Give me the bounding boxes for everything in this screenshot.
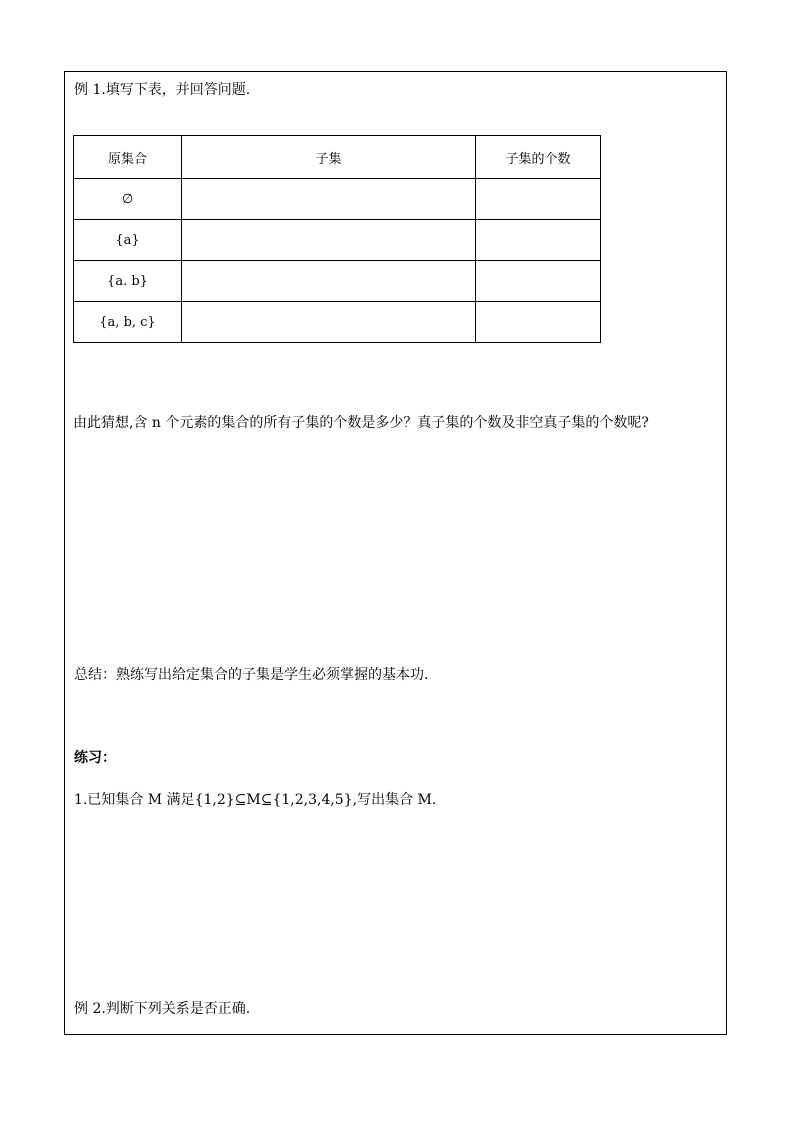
count-cell[interactable] bbox=[476, 179, 601, 220]
set-cell: {a. b} bbox=[74, 261, 182, 302]
practice-heading: 练习： bbox=[74, 750, 116, 766]
subsets-cell[interactable] bbox=[182, 261, 476, 302]
table-header-row bbox=[74, 136, 601, 179]
example2-heading: 例 2.判断下列关系是否正确. bbox=[74, 1001, 251, 1017]
count-cell[interactable] bbox=[476, 220, 601, 261]
example1-heading: 例 1.填写下表，并回答问题. bbox=[74, 82, 251, 98]
table-row bbox=[74, 261, 601, 302]
table-row bbox=[74, 179, 601, 220]
set-cell: ∅ bbox=[74, 179, 182, 220]
content-frame bbox=[64, 71, 727, 1035]
practice-item-1: 1.已知集合 M 满足{1,2}⊆M⊆{1,2,3,4,5},写出集合 M. bbox=[74, 792, 437, 808]
summary-text: 总结：熟练写出给定集合的子集是学生必须掌握的基本功. bbox=[74, 667, 429, 683]
header-original-set: 原集合 bbox=[74, 136, 182, 179]
table-row bbox=[74, 220, 601, 261]
subsets-table bbox=[73, 135, 601, 343]
header-subsets: 子集 bbox=[182, 136, 476, 179]
set-cell: {a} bbox=[74, 220, 182, 261]
table-row bbox=[74, 302, 601, 343]
count-cell[interactable] bbox=[476, 302, 601, 343]
set-cell: {a, b, c} bbox=[74, 302, 182, 343]
subsets-cell[interactable] bbox=[182, 302, 476, 343]
subsets-cell[interactable] bbox=[182, 220, 476, 261]
conjecture-question: 由此猜想,含 n 个元素的集合的所有子集的个数是多少？真子集的个数及非空真子集的个数呢? bbox=[73, 415, 649, 431]
count-cell[interactable] bbox=[476, 261, 601, 302]
subsets-cell[interactable] bbox=[182, 179, 476, 220]
header-subset-count: 子集的个数 bbox=[476, 136, 601, 179]
